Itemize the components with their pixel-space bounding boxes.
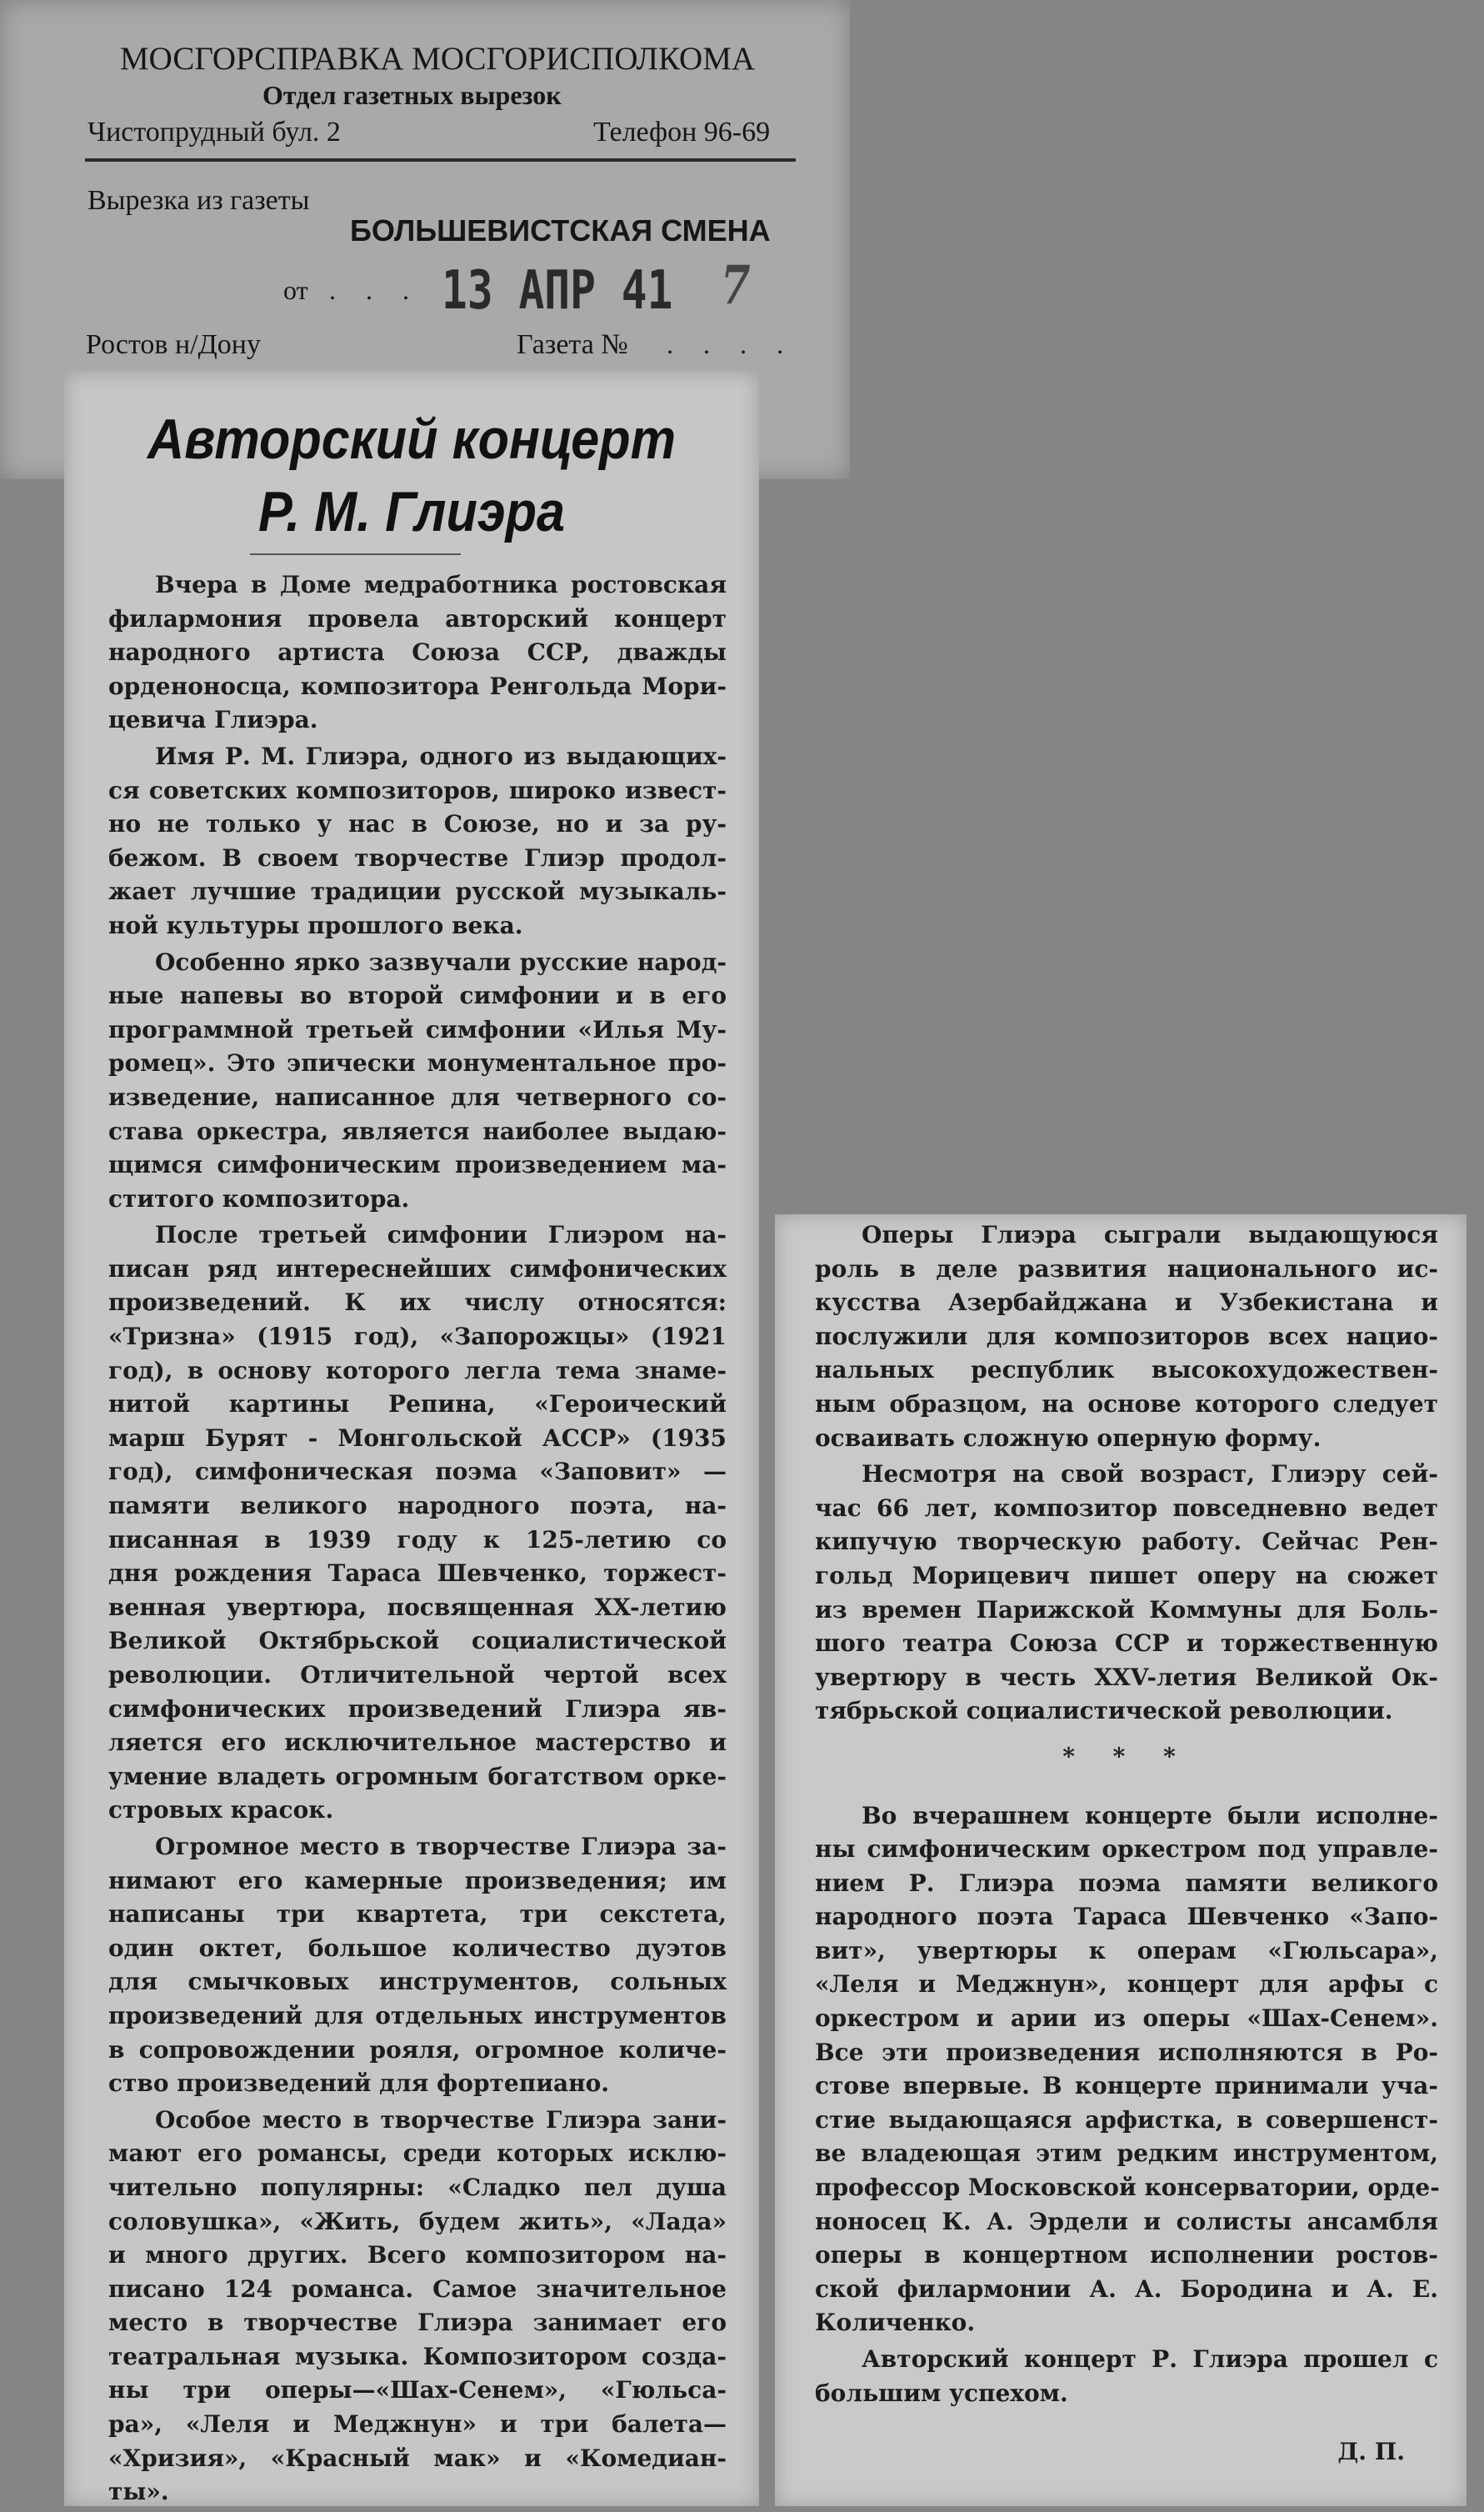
text-line: филармония провела авторский концерт xyxy=(108,604,727,633)
header-divider xyxy=(85,158,796,162)
text-line: Все эти произведения исполняются в Ро- xyxy=(815,2038,1438,2066)
issue-dots: . . . . xyxy=(667,329,795,359)
text-line: умение владеть огромным богатством орке- xyxy=(108,1762,727,1790)
text-line: в сопровождении рояля, огромное количе- xyxy=(108,2035,727,2064)
city: Ростов н/Дону xyxy=(86,329,261,360)
text-line: оперы в концертном исполнении ростов- xyxy=(815,2241,1438,2269)
text-line: ты». xyxy=(108,2478,169,2506)
text-line: памяти великого народного поэта, на- xyxy=(108,1492,727,1520)
issue-label: Газета № xyxy=(517,329,628,360)
text-line: народного артиста Союза ССР, дважды xyxy=(108,638,727,667)
text-line: большим успехом. xyxy=(815,2379,1068,2407)
text-line: изведение, написанное для четверного со- xyxy=(108,1083,727,1111)
text-line: ным образцом, на основе которого следует xyxy=(815,1389,1438,1418)
text-line: профессор Московской консерватории, орде- xyxy=(815,2174,1440,2202)
text-line: бежом. В своем творчестве Глиэр продол- xyxy=(108,843,727,872)
text-line: После третьей симфонии Глиэром на- xyxy=(155,1221,727,1249)
text-line: Несмотря на свой возраст, Глиэру сей- xyxy=(862,1460,1438,1489)
text-line: «Леля и Меджнун», концерт для арфы с xyxy=(815,1970,1438,1999)
section-separator: * * * xyxy=(1062,1742,1191,1770)
text-line: става оркестра, является наиболее выдаю- xyxy=(108,1117,727,1145)
text-line: ской филармонии А. А. Бородина и А. Е. xyxy=(815,2274,1438,2303)
text-line: венная увертюра, посвященная XX-летию xyxy=(108,1593,727,1621)
text-line: Вчера в Доме медработника ростовская xyxy=(155,571,727,598)
text-line: час 66 лет, композитор повседневно ведет xyxy=(815,1494,1438,1522)
text-line: гольд Морицевич пишет оперу на сюжет xyxy=(815,1561,1438,1589)
text-line: соловушка», «Жить, будем жить», «Лада» xyxy=(108,2207,727,2235)
text-line: послужили для композиторов всех нацио- xyxy=(815,1322,1438,1350)
text-line: роль в деле развития национального ис- xyxy=(815,1254,1438,1283)
text-line: ра», «Леля и Меджнун» и три балета— xyxy=(108,2410,727,2439)
text-line: писанная в 1939 году к 125-летию со xyxy=(108,1525,727,1554)
text-line: нием Р. Глиэра поэма памяти великого xyxy=(815,1869,1438,1897)
paragraph xyxy=(108,2104,727,2509)
text-line: ноносец К. А. Эрдели и солисты ансамбля xyxy=(815,2207,1438,2235)
article-left-column xyxy=(108,568,727,2512)
text-line: тябрьской социалистической революции. xyxy=(815,1697,1393,1725)
text-line: ство произведений для фортепиано. xyxy=(108,2069,610,2098)
article-title-line1: Авторский концерт xyxy=(147,408,676,471)
text-line: Особенно ярко зазвучали русские народ- xyxy=(155,948,727,976)
text-line: цевича Глиэра. xyxy=(108,706,318,734)
text-line: ве владеющая этим редким инструментом, xyxy=(815,2139,1438,2168)
paragraph xyxy=(108,740,727,943)
text-line: стие выдающаяся арфистка, в совершенст- xyxy=(815,2105,1438,2134)
text-line: стровых красок. xyxy=(108,1796,334,1824)
title-underline xyxy=(250,553,461,555)
text-line: вит», увертюры к операм «Гюльсара», xyxy=(815,1936,1438,1964)
text-line: место в творчестве Глиэра занимает его xyxy=(108,2309,727,2337)
date-stamp: 13 АПР 41 xyxy=(442,260,673,322)
text-line: год), в основу которого легла тема знаме- xyxy=(108,1356,727,1384)
text-line: симфонических произведений Глиэра яв- xyxy=(108,1694,727,1723)
address: Чистопрудный бул. 2 xyxy=(87,117,341,148)
text-line: Огромное место в творчестве Глиэра за- xyxy=(155,1832,727,1860)
text-line: орденоносца, композитора Ренгольда Мори- xyxy=(108,672,727,700)
text-line: нальных республик высокохудожествен- xyxy=(815,1356,1438,1384)
text-line: произведений для отдельных инструментов xyxy=(108,2001,727,2029)
text-line: марш Бурят - Монгольской АССР» (1935 xyxy=(108,1424,727,1452)
paragraph xyxy=(815,1218,1438,1455)
text-line: и много других. Всего композитором на- xyxy=(108,2241,727,2269)
text-line: Великой Октябрьской социалистической xyxy=(108,1627,727,1655)
text-line: нимают его камерные произведения; им xyxy=(108,1866,727,1894)
text-line: но не только у нас в Союзе, но и за ру- xyxy=(108,810,727,838)
paragraph xyxy=(108,1830,727,2101)
paragraph xyxy=(815,1799,1438,2341)
date-dots: . . . xyxy=(329,275,421,305)
text-line: ной культуры прошлого века. xyxy=(108,911,523,939)
article-right-column xyxy=(815,1218,1438,2469)
department-name: Отдел газетных вырезок xyxy=(262,80,562,110)
text-line: писано 124 романса. Самое значительное xyxy=(108,2274,727,2303)
clipping-from-label: Вырезка из газеты xyxy=(87,185,310,216)
date-label: от xyxy=(283,275,308,305)
text-line: нитой картины Репина, «Героический xyxy=(108,1390,727,1419)
text-line: один октет, большое количество дуэтов xyxy=(108,1934,727,1962)
text-line: Особое место в творчестве Глиэра зани- xyxy=(155,2105,727,2134)
org-name: МОСГОРСПРАВКА МОСГОРИСПОЛКОМА xyxy=(120,41,756,77)
paragraph xyxy=(108,946,727,1217)
paragraph xyxy=(815,1458,1438,1729)
text-line: Имя Р. М. Глиэра, одного из выдающих- xyxy=(155,742,727,770)
text-line: революции. Отличительной чертой всех xyxy=(108,1661,727,1689)
text-line: жает лучшие традиции русской музыкаль- xyxy=(108,878,727,906)
text-line: Количенко. xyxy=(815,2309,976,2337)
phone: Телефон 96-69 xyxy=(593,117,771,148)
text-line: ные напевы во второй симфонии и в его xyxy=(108,982,727,1010)
text-line: написаны три квартета, три секстета, xyxy=(108,1900,727,1929)
paragraph xyxy=(108,568,727,738)
text-line: мают его романсы, среди которых исклю- xyxy=(108,2139,727,2168)
text-line: программной третьей симфонии «Илья Му- xyxy=(108,1015,727,1043)
text-line: ны три оперы—«Шах-Сенем», «Гюльса- xyxy=(108,2376,727,2404)
text-line: стове впервые. В концерте принимали уча- xyxy=(815,2072,1438,2100)
text-line: «Тризна» (1915 год), «Запорожцы» (1921 xyxy=(108,1323,727,1351)
text-line: осваивать сложную оперную форму. xyxy=(815,1424,1322,1452)
text-line: произведений. К их числу относятся: xyxy=(108,1289,727,1317)
paragraph xyxy=(108,1218,727,1828)
text-line: щимся симфоническим произведением ма- xyxy=(108,1151,727,1179)
paragraph xyxy=(815,2343,1438,2410)
text-line: Авторский концерт Р. Глиэра прошел с xyxy=(862,2345,1438,2373)
text-line: чительно популярны: «Сладко пел душа xyxy=(108,2173,727,2201)
text-line: ся советских композиторов, широко извест- xyxy=(108,776,727,804)
text-line: ромец». Это эпически монументальное про- xyxy=(108,1049,727,1078)
text-line: ститого композитора. xyxy=(108,1184,410,1213)
handwritten-mark: 7 xyxy=(721,254,751,317)
newspaper-name: БОЛЬШЕВИСТСКАЯ СМЕНА xyxy=(350,213,771,248)
text-line: из времен Парижской Коммуны для Боль- xyxy=(815,1595,1438,1624)
text-line: Оперы Глиэра сыграли выдающуюся xyxy=(862,1221,1438,1248)
text-line: театральная музыка. Композитором созда- xyxy=(108,2342,727,2370)
text-line: «Хризия», «Красный мак» и «Комедиан- xyxy=(108,2444,727,2472)
text-line: оркестром и арии из оперы «Шах-Сенем». xyxy=(815,2004,1438,2033)
text-line: увертюру в честь XXV-летия Великой Ок- xyxy=(815,1663,1438,1691)
text-line: ляется его исключительное мастерство и xyxy=(108,1729,727,1757)
text-line: ны симфоническим оркестром под управле- xyxy=(815,1835,1438,1864)
text-line: шого театра Союза ССР и торжественную xyxy=(815,1629,1438,1658)
text-line: кипучую творческую работу. Сейчас Рен- xyxy=(815,1528,1438,1556)
text-line: Во вчерашнем концерте были исполне- xyxy=(862,1801,1438,1829)
text-line: писан ряд интереснейших симфонических xyxy=(108,1254,727,1283)
article-title-line2: Р. М. Глиэра xyxy=(257,480,566,543)
text-line: для смычковых инструментов, сольных xyxy=(108,1968,727,1996)
text-line: год), симфоническая поэма «Заповит» — xyxy=(108,1458,727,1486)
text-line: народного поэта Тараса Шевченко «Запо- xyxy=(815,1903,1438,1931)
text-line: дня рождения Тараса Шевченко, торжест- xyxy=(108,1559,727,1588)
text-line: кусства Азербайджана и Узбекистана и xyxy=(815,1289,1438,1317)
author-signature: Д. П. xyxy=(1337,2438,1405,2466)
